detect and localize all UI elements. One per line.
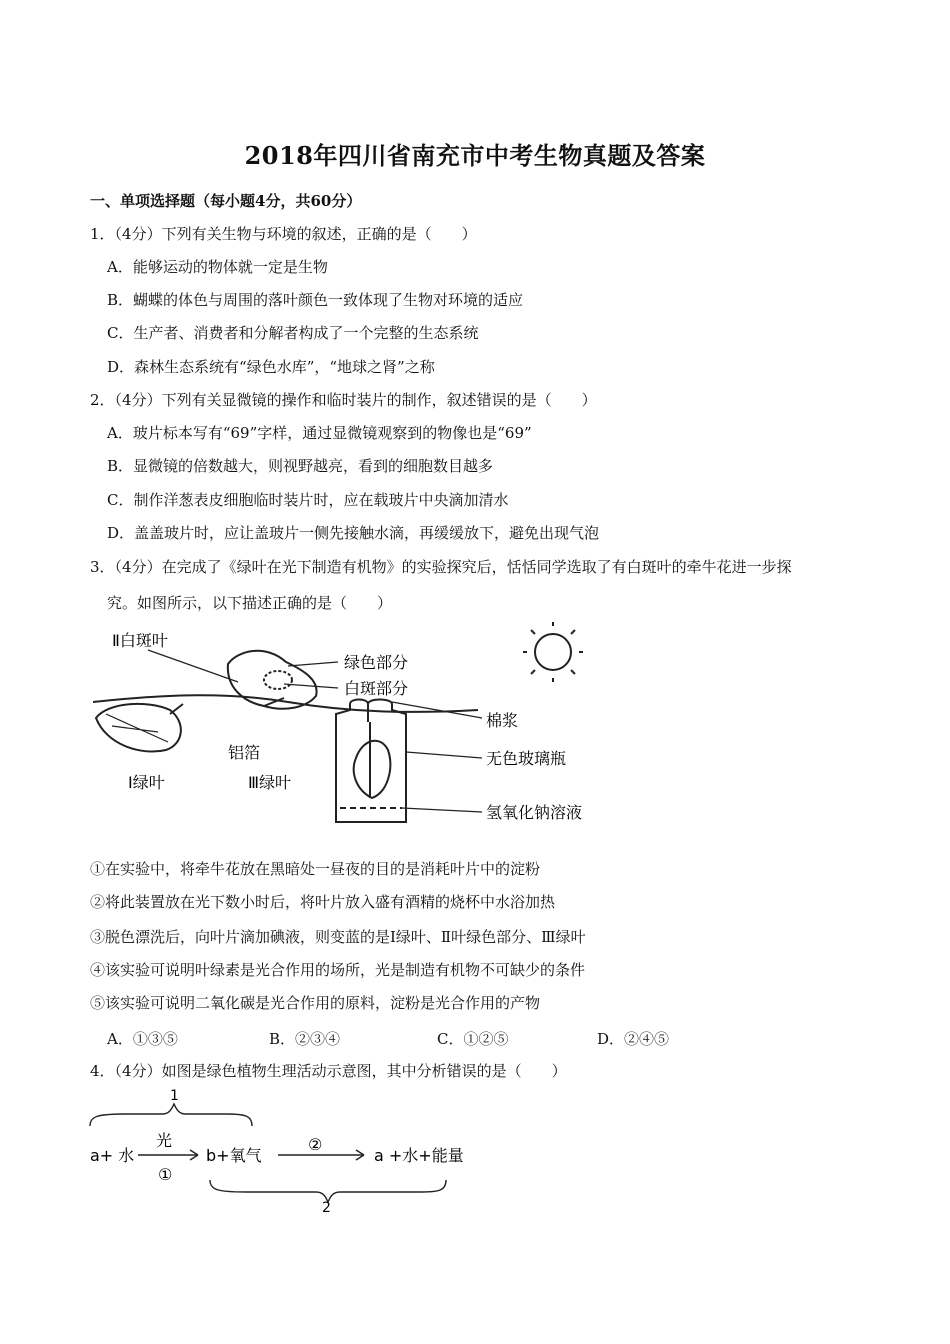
sun-icon: [535, 634, 571, 670]
label-cotton: 棉浆: [486, 711, 519, 730]
q2-stem: 2．（4分）下列有关显微镜的操作和临时装片的制作，叙述错误的是（ ）: [90, 391, 597, 409]
q1-option-c: C．生产者、消费者和分解者构成了一个完整的生态系统: [107, 324, 479, 342]
label-bottle: 无色玻璃瓶: [486, 749, 567, 768]
label-foil: 铝箔: [228, 743, 261, 762]
q3-experiment-figure: [88, 622, 678, 832]
step-1-label: ①: [158, 1165, 173, 1184]
light-label: 光: [156, 1131, 173, 1150]
q3-statement-1: ①在实验中，将牵牛花放在黑暗处一昼夜的目的是消耗叶片中的淀粉: [90, 860, 541, 878]
q3-stem-line2: 究。如图所示，以下描述正确的是（ ）: [107, 594, 393, 612]
q3-statement-2: ②将此装置放在光下数小时后，将叶片放入盛有酒精的烧杯中水浴加热: [90, 893, 556, 911]
middle-expression: b+氧气: [206, 1146, 262, 1165]
left-expression: a+ 水: [90, 1146, 135, 1165]
q3-statement-5: ⑤该实验可说明二氧化碳是光合作用的原料，淀粉是光合作用的产物: [90, 994, 541, 1012]
q2-option-c: C．制作洋葱表皮细胞临时装片时，应在载玻片中央滴加清水: [107, 491, 509, 509]
step-2-label: ②: [308, 1135, 323, 1154]
label-naoh: 氢氧化钠溶液: [486, 803, 583, 822]
q4-stem: 4．（4分）如图是绿色植物生理活动示意图，其中分析错误的是（ ）: [90, 1062, 567, 1080]
q2-option-d: D．盖盖玻片时，应让盖玻片一侧先接触水滴，再缓缓放下，避免出现气泡: [107, 524, 600, 542]
q3-option-b: B．②③④: [269, 1030, 341, 1048]
q1-option-a: A．能够运动的物体就一定是生物: [107, 258, 328, 276]
q2-option-b: B．显微镜的倍数越大，则视野越亮，看到的细胞数目越多: [107, 457, 494, 475]
brace-2-label: 2: [322, 1200, 331, 1216]
label-green-part: 绿色部分: [344, 653, 409, 672]
label-ii-white-leaf: Ⅱ白斑叶: [112, 631, 168, 650]
label-iii-green-leaf: Ⅲ绿叶: [248, 773, 292, 792]
white-spot: [264, 671, 292, 689]
label-i-green-leaf: Ⅰ绿叶: [128, 773, 165, 792]
q3-option-d: D．②④⑤: [597, 1030, 670, 1048]
brace-1-label: 1: [170, 1088, 179, 1104]
q1-option-b: B．蝴蝶的体色与周围的落叶颜色一致体现了生物对环境的适应: [107, 291, 524, 309]
label-white-part: 白斑部分: [344, 679, 409, 698]
leaf-iii: [354, 741, 391, 798]
q3-option-a: A．①③⑤: [107, 1030, 178, 1048]
q3-statement-4: ④该实验可说明叶绿素是光合作用的场所，光是制造有机物不可缺少的条件: [90, 961, 586, 979]
brace-2: [210, 1180, 446, 1202]
q3-option-c: C．①②⑤: [437, 1030, 509, 1048]
q3-statement-3: ③脱色漂洗后，向叶片滴加碘液，则变蓝的是Ⅰ绿叶、Ⅱ叶绿色部分、Ⅲ绿叶: [90, 928, 586, 946]
q1-stem: 1．（4分）下列有关生物与环境的叙述，正确的是（ ）: [90, 225, 477, 243]
section-heading: 一、单项选择题（每小题4分，共60分）: [90, 192, 362, 210]
brace-1: [90, 1104, 252, 1126]
page-title: 2018年四川省南充市中考生物真题及答案: [244, 141, 706, 170]
q3-stem-line1: 3．（4分）在完成了《绿叶在光下制造有机物》的实验探究后，恬恬同学选取了有白斑叶的牵牛花进一步探: [90, 558, 792, 576]
q2-option-a: A．玻片标本写有“69”字样，通过显微镜观察到的物像也是“69”: [107, 424, 532, 442]
right-expression: a +水+能量: [374, 1146, 464, 1165]
leaf-i: [96, 704, 181, 752]
q4-process-diagram: [86, 1086, 486, 1216]
q1-option-d: D．森林生态系统有“绿色水库”，“地球之肾”之称: [107, 358, 435, 376]
